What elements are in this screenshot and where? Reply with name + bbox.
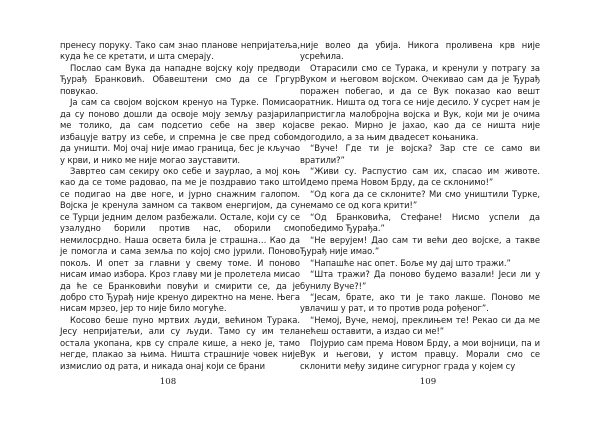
- paragraph: није волео да убија. Никога проливена крв није усрећила.: [300, 40, 540, 62]
- paragraph: Завртео сам секиру око себе и заурлао, а мој коњ као да се томе радовао, па ме је поздравио тако што се подигао на две ноге, и јурно снажним галопом. Војска је кренула замном са таквом енергијом, да су се Турци једним делом разбежали. Остале, који су се узалудно борили против нас, оборили смо немилосрдно. Наша освета била је страшна… Као да је помогла и сама земља по којој смо јурили. Поново покољ. И опет за главни у свему томе. И поново нисам имао избора. Кроз главу ми је пролетела мисао да ће се Бранковићи повући и смирити се, да је добро сто Ђурађ није кренуо директно на мене. Њега нисам мрзео, јер то није било могуће.: [60, 165, 300, 314]
- page-number-left: 108: [159, 377, 177, 387]
- paragraph: Ја сам са својом војском кренуо на Турке. Помисао да су поново дошли да освоје моју земљу разјарила ме толико, да сам подсетио себе на звер која избацује ватру из себе, и спремна је све пред собом да уништи. Мој очај није имао граница, бес је кључао у крви, и нико ме није могао зауставити.: [60, 97, 300, 165]
- left-page-text: [60, 40, 300, 372]
- paragraph: пренесу поруку. Тако сам знао планове непријатеља, куда ће се кретати, и шта смерају.: [60, 40, 300, 62]
- paragraph: “Јесам, брате, ако ти је тако лакше. Поново ме увлачиш у рат, и то против рода рођеног”.: [300, 291, 540, 314]
- left-page: [60, 40, 300, 372]
- right-page: [300, 40, 540, 372]
- page-number-right: 109: [419, 377, 437, 387]
- paragraph: “Шта тражи? Да поново будемо вазали! Јеси ли у бунилу Вуче?!”: [300, 269, 540, 291]
- right-page-text: [300, 40, 540, 372]
- paragraph: Косово беше пуно мртвих људи, већином Турака. Јесу непријатељи, али су људи. Тамо су им тела остала укопана, крв су спрале кише, а неко је, тамо негде, плакао за њима. Ништа страшније човек није измислио од рата, и никада онај који се брани: [60, 314, 300, 371]
- paragraph: Отарасили смо се Турака, и кренули у потрагу за Вуком и његовом војском. Очекивао сам да је Ђурађ поражен побегао, и да се Вук показао као вешт ратник. Ништа од тога се није десило. У сусрет нам је пристигла малобројна војска и Вук, који ми је очима све рекао. Мирно је јахао, као да се ништа није догодило, а за њим двадесет коњаника.: [300, 62, 540, 142]
- paragraph: “Вуче! Где ти је војска? Зар сте се само ви вратили?”: [300, 143, 540, 165]
- paragraph: “Напашће нас опет. Боље му дај што тражи.”: [310, 257, 511, 268]
- paragraph: “Од Бранковића, Стефане! Нисмо успели да победимо Ђурађа.”: [300, 211, 540, 234]
- paragraph: “Живи су. Распустио сам их, спасао им животе. Идемо према Новом Брду, да се склонимо!”: [300, 165, 540, 188]
- paragraph: “Немој, Вуче, немој, преклињем те! Рекао си да ме нећеш оставити, а издао си ме!”: [300, 314, 540, 337]
- paragraph: Послао сам Вука да нападне војску коју предводи Ђурађ Бранковић. Обавештени смо да се Гргур повукао.: [60, 62, 300, 96]
- paragraph: “Не верујем! Дао сам ти већи део војске, а такве Ђурађ није имао.”: [300, 234, 540, 257]
- paragraph: Појурио сам према Новом Брду, а мои војници, па и Вук и његови, у истом правцу. Морали смо се склонити међу зидине сигурног града у којем су: [300, 337, 540, 371]
- paragraph: “Од кога да се склоните? Ми смо уништили Турке, немамо се од кога крити!”: [300, 188, 540, 211]
